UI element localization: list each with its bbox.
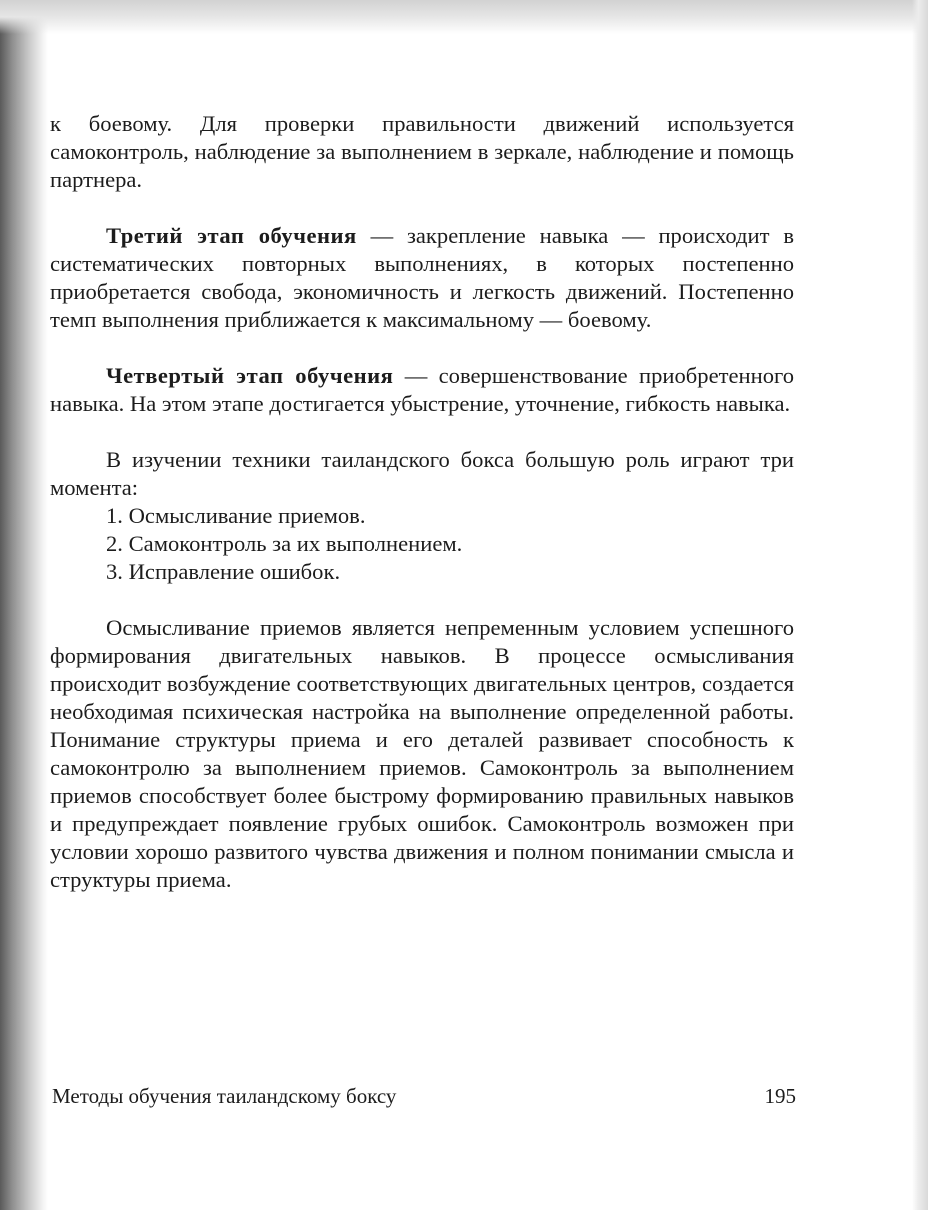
running-footer-title: Методы обучения таиландскому боксу: [52, 1084, 397, 1108]
paragraph-continuation: к боевому. Для проверки правильности движений используется самоконтроль, наблюдение за выполнением в зеркале, наблюдение и помощь партнера.: [50, 111, 794, 192]
list-item: 1. Осмысливание приемов.: [106, 503, 366, 528]
binding-shadow: [0, 0, 48, 1210]
list-item: 2. Самоконтроль за их выполнением.: [106, 531, 463, 556]
paragraph-third-stage: [50, 222, 794, 334]
third-stage-heading: Третий этап обучения: [106, 223, 357, 248]
paragraph-comprehension: Осмысливание приемов является непременным условием успешного формирования двигательных навыков. В процессе осмысливания происходит возбуждение соответствующих двигательных центров, создается необходимая психическая настройка на выполнение определенной работы. Понимание структуры приема и его деталей развивает способность к самоконтролю за выполнением приемов. Самоконтроль за выполнением приемов способствует более быстрому формированию правильных навыков и предупреждает появление грубых ошибок. Самоконтроль возможен при условии хорошо развитого чувства движения и полном понимании смысла и структуры приема.: [50, 615, 794, 892]
scan-top-edge: [0, 0, 928, 34]
fourth-stage-text: — совершенствование приобретенного навыка. На этом этапе достигается убыстрение, уточнение, гибкость навыка.: [50, 363, 794, 416]
scan-right-edge: [912, 0, 928, 1210]
list-item: 3. Исправление ошибок.: [106, 559, 341, 584]
page-body: [50, 110, 794, 894]
fourth-stage-heading: Четвертый этап обучения: [106, 363, 394, 388]
paragraph-three-moments: В изучении техники таиландского бокса большую роль играют три момента:: [50, 447, 794, 500]
page-number: 195: [764, 1084, 796, 1108]
third-stage-text: — закрепление навыка — происходит в систематических повторных выполнениях, в которых постепенно приобретается свобода, экономичность и легкость движений. Постепенно темп выполнения приближается к максимальному — боевому.: [50, 223, 794, 332]
paragraph-fourth-stage: [50, 362, 794, 418]
